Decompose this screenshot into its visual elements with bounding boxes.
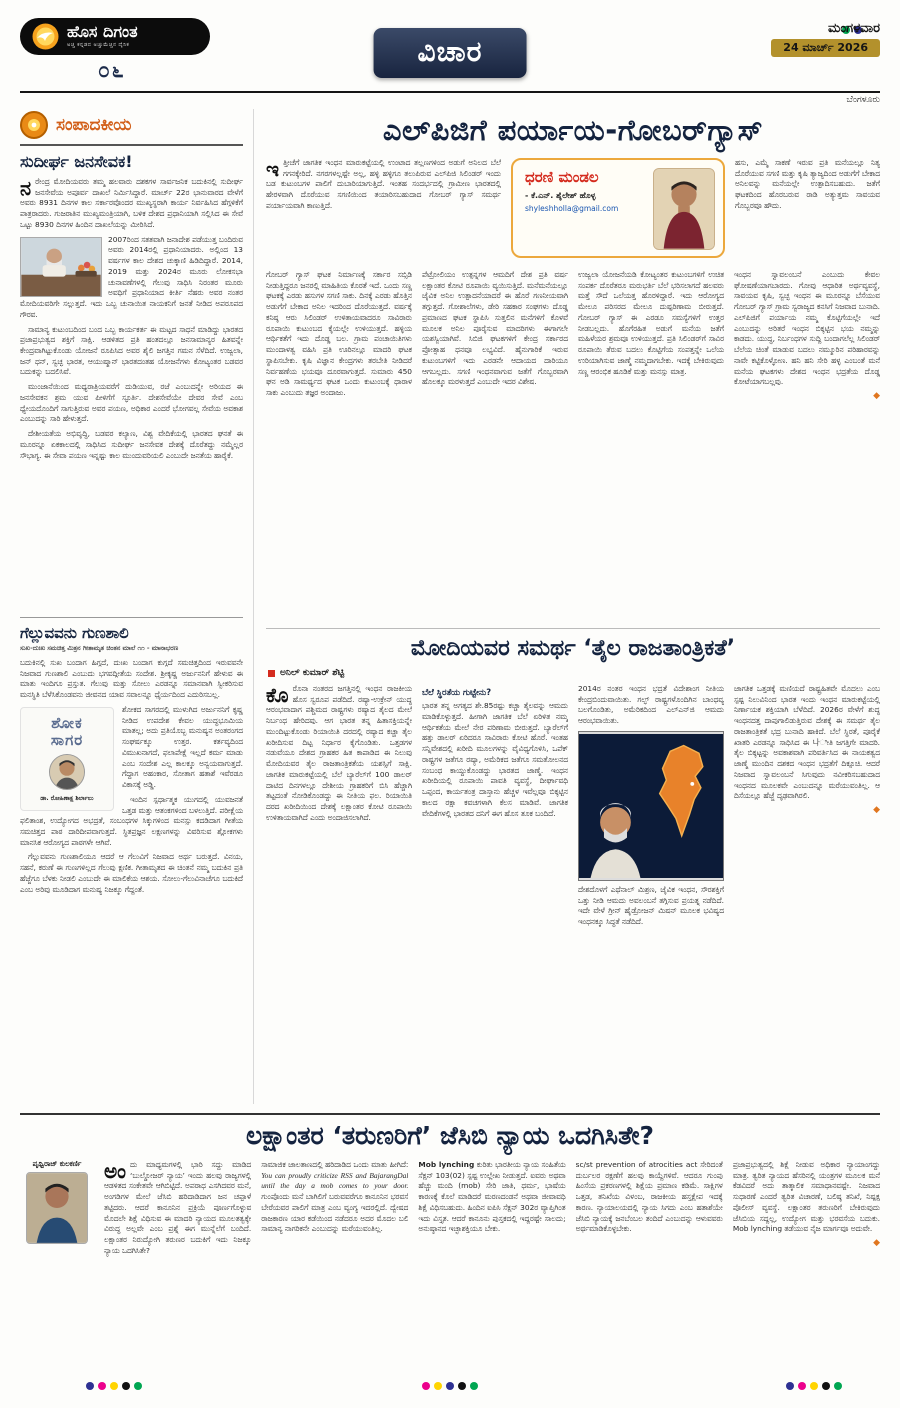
- byline-author-name: ಅನಿಲ್ ಕುಮಾರ್ ಶೆಟ್ಟಿ: [280, 668, 345, 678]
- column-divider: [20, 617, 243, 618]
- article-end-mark: ◆: [873, 391, 880, 402]
- article-column: ಉಜ್ವಲಾ ಯೋಜನೆಯಡಿ ಕೋಟ್ಯಂತರ ಕುಟುಂಬಗಳಿಗೆ ಉಚಿತ ಸಂಪರ್ಕ ದೊರೆತರೂ ಮರುಭರ್ತಿ ಬೆಲೆ ಭರಿಸಲಾಗದೆ ಹಲವರು ಮತ್ತೆ ಸೌದೆ ಒಲೆಯತ್ತ ಹೊರಳಿದ್ದಾರೆ. ಇದು ಆರೋಗ್ಯದ ಮೇಲೂ ಪರಿಸರದ ಮೇಲೂ ದುಷ್ಪರಿಣಾಮ ಬೀರುತ್ತದೆ. ಗೋಬರ್ ಗ್ಯಾಸ್ ಈ ಎರಡೂ ಸಮಸ್ಯೆಗಳಿಗೆ ಉತ್ತರ ನೀಡಬಲ್ಲದು. ಹೊಗೆರಹಿತ ಅಡುಗೆ ಮನೆಯ ಜತೆಗೆ ಮಹಿಳೆಯರ ಶ್ರಮವೂ ಉಳಿಯುತ್ತದೆ. ಪ್ರತಿ ಸಿಲಿಂಡರ್‌ಗೆ ಸಾವಿರ ರೂಪಾಯಿ ತೆರುವ ಬದಲು ಕೊಟ್ಟಿಗೆಯ ಸಂಪತ್ತನ್ನೇ ಒಲೆಯ ಉರಿಯಾಗಿಸುವ ಜಾಣ್ಮೆ ನಮ್ಮದಾಗಬೇಕು. ಇದಕ್ಕೆ ಬೇಕಿರುವುದು ಸಣ್ಣ ಆರಂಭಿಕ ಹೂಡಿಕೆ ಮತ್ತು ಮನಸ್ಸು ಮಾತ್ರ.: [578, 270, 724, 376]
- editorial-section-header: [20, 109, 243, 146]
- shoka-sagara-title: ಶೋಕ ಸಾಗರ: [50, 713, 84, 749]
- columnist-name: ಡಾ. ರೋಹಿಣಾಕ್ಷ ಶಿರ್ಲಾಲು: [40, 794, 94, 802]
- registration-marks-bottom-right: [786, 1382, 842, 1390]
- article-column: ಅಂದು ಮಾಧ್ಯಮಗಳಲ್ಲಿ ಭಾರಿ ಸದ್ದು ಮಾಡಿದ ‘ಬುಲ್ಡೋಜರ್ ನ್ಯಾಯ’ ಇಂದು ಹಲವು ರಾಜ್ಯಗಳಲ್ಲಿ ಆಡಳಿತದ ಸಂಕೇತವೇ ಆಗಿಬಿಟ್ಟಿದೆ. ಅಪರಾಧ ಎಸಗಿದವರ ಮನೆ, ಅಂಗಡಿಗಳ ಮೇಲೆ ಜೆಸಿಬಿ ಹರಿದಾಡಿದಾಗ ಜನ ಚಪ್ಪಾಳೆ ತಟ್ಟಿದರು. ಆದರೆ ಕಾನೂನಿನ ಪ್ರಕ್ರಿಯೆ ಪೂರ್ಣಗೊಳ್ಳುವ ಮೊದಲೇ ಶಿಕ್ಷೆ ವಿಧಿಸುವ ಈ ಮಾದರಿ ನ್ಯಾಯದ ಮೂಲತತ್ವಕ್ಕೇ ವಿರುದ್ಧ ಅಲ್ಲವೇ ಎಂಬ ಪ್ರಶ್ನೆ ಈಗ ಮುನ್ನೆಲೆಗೆ ಬಂದಿದೆ. ಲಕ್ಷಾಂತರ ನಿರುದ್ಯೋಗಿ ತರುಣರ ಬದುಕಿಗೆ ಇದು ನಿಜಕ್ಕೂ ನ್ಯಾಯ ಒದಗಿಸಿತೇ?: [104, 1160, 252, 1255]
- drop-cap: ನ: [20, 177, 32, 200]
- edition-city: ಬೆಂಗಳೂರು: [846, 95, 880, 105]
- jcb-article-headline: ಲಕ್ಷಾಂತರ ‘ತರುಣರಿಗೆ’ ಜೆಸಿಬಿ ನ್ಯಾಯ ಒದಗಿಸಿತೇ?: [245, 1121, 655, 1150]
- editorial-section-label: ಸಂಪಾದಕೀಯ: [56, 115, 132, 135]
- jcb-article-columns: [104, 1160, 880, 1365]
- body-paragraph: ಸಾಮಾನ್ಯ ಕುಟುಂಬದಿಂದ ಬಂದ ಒಬ್ಬ ಕಾರ್ಯಕರ್ತ ಈ ಮಟ್ಟದ ಸಾಧನೆ ಮಾಡಿದ್ದು ಭಾರತದ ಪ್ರಜಾಪ್ರಭುತ್ವದ ಶಕ್ತಿಗೆ ಸಾಕ್ಷಿ. ಆಡಳಿತದ ಪ್ರತಿ ಹಂತದಲ್ಲೂ ಜನಸಾಮಾನ್ಯರ ಹಿತವನ್ನೇ ಕೇಂದ್ರವಾಗಿಟ್ಟುಕೊಂಡು ಯೋಜನೆ ರೂಪಿಸಿದ ಅವರ ಶೈಲಿ ಜಗತ್ತಿನ ಗಮನ ಸೆಳೆದಿದೆ. ಉಜ್ವಲಾ, ಜನ್ ಧನ್, ಸ್ವಚ್ಛ ಭಾರತ, ಆಯುಷ್ಮಾನ್ ಭಾರತದಂತಹ ಯೋಜನೆಗಳು ಕೋಟ್ಯಂತರ ಬಡವರ ಬದುಕನ್ನು ಬದಲಿಸಿವೆ.: [20, 324, 243, 377]
- page-title: ವಿಚಾರ: [374, 28, 527, 78]
- body-paragraph: ಶೋಕದ ಸಾಗರದಲ್ಲಿ ಮುಳುಗಿದ ಅರ್ಜುನನಿಗೆ ಕೃಷ್ಣ ನೀಡಿದ ಉಪದೇಶ ಕೇವಲ ಯುದ್ಧಭೂಮಿಯ ಮಾತಲ್ಲ; ಅದು ಪ್ರತಿಯೊಬ್ಬ ಮನುಷ್ಯನ ಅಂತರಂಗದ ಸಂಘರ್ಷಕ್ಕೂ ಉತ್ತರ. ಕರ್ತವ್ಯದಿಂದ ವಿಮುಖನಾಗದೆ, ಫಲಾಪೇಕ್ಷೆ ಇಲ್ಲದೆ ಕರ್ಮ ಮಾಡು ಎಂಬ ಸಂದೇಶ ಎಲ್ಲ ಕಾಲಕ್ಕೂ ಅನ್ವಯವಾಗುತ್ತದೆ. ಗೆದ್ದಾಗ ಅಹಂಕಾರ, ಸೋತಾಗ ಹತಾಶೆ ಇವೆರಡೂ ವಿಕಾಸಕ್ಕೆ ಅಡ್ಡಿ.: [122, 704, 243, 790]
- byline-marker-icon: [268, 670, 275, 677]
- column-series-title: ಧರಣಿ ಮಂಡಲ: [525, 168, 599, 186]
- jcb-article-content: [20, 1160, 880, 1365]
- body-paragraph: 2007ರಿಂದ ಸತತವಾಗಿ ಜನಾದೇಶ ಪಡೆಯುತ್ತ ಬಂದಿರುವ ಅವರು 2014ರಲ್ಲಿ ಪ್ರಧಾನಿಯಾದರು. ಅಲ್ಲಿಂದ 13 ವರ್ಷಗಳ ಕಾಲ ದೇಶದ ಚುಕ್ಕಾಣಿ ಹಿಡಿದಿದ್ದಾರೆ. 2014, 2019 ಮತ್ತು 2024ರ ಮೂರು ಲೋಕಸಭಾ ಚುನಾವಣೆಗಳಲ್ಲಿ ಗೆಲುವು ಸಾಧಿಸಿ ನಿರಂತರ ಮೂರು ಅವಧಿಗೆ ಪ್ರಧಾನಿಯಾದ ಕೀರ್ತಿ ನೆಹರು ಅವರ ನಂತರ ಮೋದಿಯವರಿಗೇ ಸಲ್ಲುತ್ತದೆ. ಇದು ಒಬ್ಬ ಚುನಾಯಿತ ನಾಯಕನಿಗೆ ಜನತೆ ನೀಡಿದ ಅಪರೂಪದ ಗೌರವ.: [20, 234, 243, 319]
- gita-column-body: [20, 658, 243, 1104]
- registration-marks-bottom-left: [86, 1382, 142, 1390]
- gita-column-headline: ಗೆಲ್ಲುವವನು ಗುಣಶಾಲಿ: [20, 624, 129, 642]
- editorial-body: [20, 177, 243, 609]
- weekday-label: ಮಂಗಳವಾರ: [827, 21, 880, 36]
- article-column: Mob lynching ಕುರಿತು ಭಾರತೀಯ ನ್ಯಾಯ ಸಂಹಿತೆಯ ಸೆಕ್ಷನ್ 103(02) ಸ್ಪಷ್ಟ ಉಲ್ಲೇಖ ನೀಡುತ್ತದೆ. ಐವರು ಅಥವಾ ಹೆಚ್ಚು ಮಂದಿ (mob) ಸೇರಿ ಜಾತಿ, ಧರ್ಮ, ಭಾಷೆಯ ಕಾರಣಕ್ಕೆ ಕೊಲೆ ಮಾಡಿದರೆ ಮರಣದಂಡನೆ ಅಥವಾ ಜೀವಾವಧಿ ಶಿಕ್ಷೆ ವಿಧಿಸಬಹುದು. ಹಿಂದಿನ ಐಪಿಸಿ ಸೆಕ್ಷನ್ 302ರ ವ್ಯಾಪ್ತಿಗಿಂತ ಇದು ವಿಸ್ತೃತ. ಆದರೆ ಕಾನೂನು ಪುಸ್ತಕದಲ್ಲಿ ಇದ್ದರಷ್ಟೇ ಸಾಲದು; ಅನುಷ್ಠಾನದ ಇಚ್ಛಾಶಕ್ತಿಯೂ ಬೇಕು.: [418, 1160, 566, 1234]
- article-column: ಸಾಮಾಜಿಕ ಜಾಲತಾಣದಲ್ಲಿ ಹರಿದಾಡಿದ ಒಂದು ಮಾತು ಹೀಗಿದೆ: You can proudly criticize RSS and BajarangDal until the day a mob comes to your door. ಗುಂಪೊಂದು ಮನೆ ಬಾಗಿಲಿಗೆ ಬರುವವರೆಗೂ ಕಾನೂನಿನ ಭರವಸೆ ಬೇರೆಯವರ ಪಾಲಿಗೆ ಮಾತ್ರ ಎಂಬ ವ್ಯಂಗ್ಯ ಇದರಲ್ಲಿದೆ. ದ್ವೇಷದ ರಾಜಕಾರಣ ಯಾರ ಕಡೆಯಿಂದ ನಡೆದರೂ ಅದರ ಮೊದಲ ಬಲಿ ಸಾಮಾನ್ಯ ನಾಗರಿಕನೇ ಎಂಬುದನ್ನು ಮರೆಯುವಂತಿಲ್ಲ.: [261, 1160, 409, 1234]
- article-subhead: ಬೆಲೆ ಸ್ಥಿರತೆಯ ಗುಟ್ಟೇನು?: [422, 687, 492, 697]
- jcb-author-block: [20, 1160, 94, 1365]
- article-column: ಗೋಬರ್ ಗ್ಯಾಸ್ ಘಟಕ ನಿರ್ಮಾಣಕ್ಕೆ ಸರ್ಕಾರ ಸಬ್ಸಿಡಿ ನೀಡುತ್ತಿದ್ದರೂ ಜನರಲ್ಲಿ ಮಾಹಿತಿಯ ಕೊರತೆ ಇದೆ. ಒಂದು ಸಣ್ಣ ಘಟಕಕ್ಕೆ ಎರಡು ಹಸುಗಳ ಸಗಣಿ ಸಾಕು. ದಿನಕ್ಕೆ ಎರಡು ಹೊತ್ತಿನ ಅಡುಗೆಗೆ ಬೇಕಾದ ಅನಿಲ ಇದರಿಂದ ದೊರೆಯುತ್ತದೆ. ವರ್ಷಕ್ಕೆ ಕನಿಷ್ಠ ಆರು ಸಿಲಿಂಡರ್ ಉಳಿತಾಯವಾದರೂ ಸಾವಿರಾರು ರೂಪಾಯಿ ಕುಟುಂಬದ ಕೈಯಲ್ಲೇ ಉಳಿಯುತ್ತದೆ. ಹಳ್ಳಿಯ ಆರ್ಥಿಕತೆಗೆ ಇದು ದೊಡ್ಡ ಬಲ. ಗ್ರಾಮ ಪಂಚಾಯಿತಿಗಳು ಮುಂದಾಳತ್ವ ವಹಿಸಿ ಪ್ರತಿ ಊರಿನಲ್ಲೂ ಮಾದರಿ ಘಟಕ ಸ್ಥಾಪಿಸಬೇಕು. ಕೃಷಿ ವಿಜ್ಞಾನ ಕೇಂದ್ರಗಳು ತರಬೇತಿ ನೀಡಿದರೆ ನಿರ್ವಹಣೆಯ ಭಯವೂ ದೂರವಾಗುತ್ತದೆ. ಸುಮಾರು 450 ಘನ ಅಡಿ ಸಾಮರ್ಥ್ಯದ ಘಟಕ ಒಂದು ಕುಟುಂಬಕ್ಕೆ ಧಾರಾಳ ಸಾಕು ಎಂಬುದು ತಜ್ಞರ ಅಂದಾಜು.: [266, 270, 412, 398]
- author-email-link[interactable]: shyleshholla@gmail.com: [525, 204, 619, 213]
- lead-article-intro-right: ಹಸು, ಎಮ್ಮೆ ಸಾಕಣೆ ಇರುವ ಪ್ರತಿ ಮನೆಯಲ್ಲೂ ನಿತ್ಯ ದೊರೆಯುವ ಸಗಣಿ ಮತ್ತು ಕೃಷಿ ತ್ಯಾಜ್ಯದಿಂದ ಅಡುಗೆಗೆ ಬೇಕಾದ ಅನಿಲವನ್ನು ಮನೆಯಲ್ಲೇ ಉತ್ಪಾದಿಸಬಹುದು. ಜತೆಗೆ ಘಟಕದಿಂದ ಹೊರಬರುವ ರಾಡಿ ಅತ್ಯುತ್ತಮ ಸಾವಯವ ಗೊಬ್ಬರವೂ ಹೌದು.: [735, 158, 880, 210]
- lead-article-top: [266, 158, 880, 262]
- article-column: 2014ರ ನಂತರ ಇಂಧನ ಭದ್ರತೆ ವಿದೇಶಾಂಗ ನೀತಿಯ ಕೇಂದ್ರಬಿಂದುವಾಯಿತು. ಗಲ್ಫ್ ರಾಷ್ಟ್ರಗಳೊಂದಿಗಿನ ಬಾಂಧವ್ಯ ಬಲಗೊಂಡಿತು, ಅಮೆರಿಕದಿಂದ ಎಲ್‌ಎನ್‌ಜಿ ಆಮದು ಆರಂಭವಾಯಿತು. ದೇಶದೊಳಗೆ ಎಥೆನಾಲ್ ಮಿಶ್ರಣ, ಜೈವಿಕ ಇಂಧನ, ಸೌರಶಕ್ತಿಗೆ ಒತ್ತು ನೀಡಿ ಆಮದು ಅವಲಂಬನೆ ತಗ್ಗಿಸುವ ಪ್ರಯತ್ನ ನಡೆದಿದೆ. ಇದೇ ವೇಳೆ ಗ್ರೀನ್ ಹೈಡ್ರೋಜನ್ ಮಿಷನ್ ಮೂಲಕ ಭವಿಷ್ಯದ ಇಂಧನಕ್ಕೂ ಸಿದ್ಧತೆ ನಡೆದಿದೆ.: [578, 684, 724, 927]
- article-column: sc/st prevention of atrocities act ಸೇರಿದಂತೆ ದುರ್ಬಲರ ರಕ್ಷಣೆಗೆ ಹಲವು ಕಾಯ್ದೆಗಳಿವೆ. ಆದರೂ ಗುಂಪು ಹಿಂಸೆಯ ಪ್ರಕರಣಗಳಲ್ಲಿ ಶಿಕ್ಷೆಯ ಪ್ರಮಾಣ ಕಡಿಮೆ. ಸಾಕ್ಷಿಗಳ ಒತ್ತಡ, ತನಿಖೆಯ ವಿಳಂಬ, ರಾಜಕೀಯ ಹಸ್ತಕ್ಷೇಪ ಇದಕ್ಕೆ ಕಾರಣ. ನ್ಯಾಯಾಲಯದಲ್ಲಿ ನ್ಯಾಯ ಸಿಗದು ಎಂಬ ಹತಾಶೆಯೇ ಜೆಸಿಬಿ ನ್ಯಾಯಕ್ಕೆ ಜನಬೆಂಬಲ ತಂದಿದೆ ಎಂಬುದನ್ನು ಆಳುವವರು ಅರ್ಥಮಾಡಿಕೊಳ್ಳಬೇಕು.: [575, 1160, 723, 1234]
- registration-marks-bottom-center: [422, 1382, 478, 1390]
- lead-article-intro-left: ಇತ್ತೀಚೆಗೆ ಜಾಗತಿಕ ಇಂಧನ ಮಾರುಕಟ್ಟೆಯಲ್ಲಿ ಉಂಟಾದ ತಲ್ಲಣಗಳಿಂದ ಅಡುಗೆ ಅನಿಲದ ಬೆಲೆ ಗಗನಕ್ಕೇರಿದೆ. ನಗರಗಳಲ್ಲಷ್ಟೇ ಅಲ್ಲ, ಹಳ್ಳಿ ಹಳ್ಳಿಗೂ ತಲುಪಿರುವ ಎಲ್‌ಪಿಜಿ ಸಿಲಿಂಡರ್ ಇಂದು ಬಡ ಕುಟುಂಬಗಳ ಪಾಲಿಗೆ ದುಬಾರಿಯಾಗುತ್ತಿದೆ. ಇಂತಹ ಸಂದರ್ಭದಲ್ಲಿ ಗ್ರಾಮೀಣ ಭಾರತದಲ್ಲಿ ಹೇರಳವಾಗಿ ದೊರೆಯುವ ಸಗಣಿಯಿಂದ ತಯಾರಿಸಬಹುದಾದ ಗೋಬರ್ ಗ್ಯಾಸ್ ಸಮರ್ಥ ಪರ್ಯಾಯವಾಗಿ ಕಾಣುತ್ತಿದೆ.: [266, 158, 501, 210]
- edition-city-row: [20, 93, 880, 109]
- gita-column-subline: ಸುಖ-ದುಃಖ ಸಮಚಿತ್ತ ಮಿತ್ರನ ಗೀತಾಮೃತ ಚಿಂತನ ಮಾಲೆ ೧೧ - ಮಾನಾಭರಣ: [20, 644, 179, 652]
- oil-article-byline: [268, 668, 880, 678]
- body-paragraph: ದೇಶೀಯತೆಯ ಅಭಿವೃದ್ಧಿ, ಬಡವರ ಕಲ್ಯಾಣ, ವಿಶ್ವ ವೇದಿಕೆಯಲ್ಲಿ ಭಾರತದ ಘನತೆ ಈ ಮೂರನ್ನೂ ಏಕಕಾಲದಲ್ಲಿ ಸಾಧಿಸಿದ ಸುದೀರ್ಘ ಜನಸೇವಕ ದೇಶಕ್ಕೆ ದೊರೆತದ್ದು ನಮ್ಮೆಲ್ಲರ ಸೌಭಾಗ್ಯ. ಈ ಸೇವಾ ಪಯಣ ಇನ್ನಷ್ಟು ಕಾಲ ಮುಂದುವರಿಯಲಿ ಎಂಬುದೇ ಜನತೆಯ ಹಾರೈಕೆ.: [20, 429, 243, 460]
- body-paragraph: ಮುಂಜಾನೆಯಿಂದ ಮಧ್ಯರಾತ್ರಿಯವರೆಗೆ ದುಡಿಯುವ, ರಜೆ ಎಂಬುದನ್ನೇ ಅರಿಯದ ಈ ಜನಸೇವಕನ ಶ್ರಮ ಯುವ ಪೀಳಿಗೆಗೆ ಸ್ಫೂರ್ತಿ. ದೇಶಸೇವೆಯೇ ದೇವರ ಸೇವೆ ಎಂಬ ಧ್ಯೇಯದೊಂದಿಗೆ ಸಾಗುತ್ತಿರುವ ಅವರ ಪಯಣ, ಅಧಿಕಾರ ಎಂದರೆ ಭೋಗವಲ್ಲ ಸೇವೆಯ ಅವಕಾಶ ಎಂಬುದನ್ನು ಸಾರಿ ಹೇಳುತ್ತದೆ.: [20, 382, 243, 424]
- editorial-column: [20, 109, 254, 1104]
- body-paragraph: ನರೇಂದ್ರ ಮೋದಿಯವರು ತಮ್ಮ ಹಲವಾರು ದಶಕಗಳ ಸಾರ್ವಜನಿಕ ಬದುಕಿನಲ್ಲಿ ಸುದೀರ್ಘ ಜನಸೇವೆಯ ಅಪೂರ್ವ ದಾಖಲೆ ನಿರ್ಮಿಸಿದ್ದಾರೆ. ಮಾರ್ಚ್ 22ರ ಭಾನುವಾರದ ವೇಳೆಗೆ ಅವರು 8931 ದಿನಗಳ ಕಾಲ ಸರ್ಕಾರವೊಂದರ ಮುಖ್ಯಸ್ಥರಾಗಿ ಕಾರ್ಯ ನಿರ್ವಹಿಸಿದ ಹೆಗ್ಗಳಿಕೆಗೆ ಪಾತ್ರರಾದರು. ಗುಜರಾತಿನ ಮುಖ್ಯಮಂತ್ರಿಯಾಗಿ, ಬಳಿಕ ದೇಶದ ಪ್ರಧಾನಿಯಾಗಿ ಸಲ್ಲಿಸಿದ ಈ ಸೇವೆ ಒಟ್ಟು 8930 ದಿನಗಳ ಹಿಂದಿನ ದಾಖಲೆಯನ್ನು ಮೀರಿಸಿದೆ.: [20, 177, 243, 229]
- article-column: ಪ್ರಜಾಪ್ರಭುತ್ವದಲ್ಲಿ ಶಿಕ್ಷೆ ನೀಡುವ ಅಧಿಕಾರ ನ್ಯಾಯಾಂಗದ್ದು ಮಾತ್ರ. ತ್ವರಿತ ನ್ಯಾಯದ ಹೆಸರಿನಲ್ಲಿ ಯಂತ್ರಗಳ ಮೂಲಕ ಮನೆ ಕೆಡವಿದರೆ ಅದು ತಾತ್ಕಾಲಿಕ ಸಮಾಧಾನವಷ್ಟೇ. ನಿಜವಾದ ಸುಧಾರಣೆ ಎಂದರೆ ತ್ವರಿತ ವಿಚಾರಣೆ, ಬಲಿಷ್ಠ ತನಿಖೆ, ನಿಷ್ಪಕ್ಷ ಪೊಲೀಸ್ ವ್ಯವಸ್ಥೆ. ಲಕ್ಷಾಂತರ ತರುಣರಿಗೆ ಬೇಕಿರುವುದು ಜೆಸಿಬಿಯ ಸದ್ದಲ್ಲ, ಉದ್ಯೋಗ ಮತ್ತು ಭರವಸೆಯ ಬದುಕು. Mob lynching ತಡೆಯುವ ನೈಜ ಮಾರ್ಗವೂ ಅದುವೇ. ◆: [732, 1160, 881, 1249]
- newspaper-logo: [20, 18, 210, 55]
- drop-cap: ಇ: [266, 158, 279, 181]
- jcb-article: [20, 1121, 880, 1365]
- body-paragraph: ಗೆಲ್ಲುವವನು ಗುಣಶಾಲಿಯೂ ಆದರೆ ಆ ಗೆಲುವಿಗೆ ನಿಜವಾದ ಅರ್ಥ ಬರುತ್ತದೆ. ವಿನಯ, ಸಹನೆ, ಕರುಣೆ ಈ ಗುಣಗಳಿಲ್ಲದ ಗೆಲುವು ಕ್ಷಣಿಕ. ಗೀತಾಮೃತದ ಈ ಚಿಂತನೆ ನಮ್ಮ ಬದುಕಿನ ಪ್ರತಿ ಹೆಜ್ಜೆಗೂ ಬೆಳಕು ನೀಡಲಿ ಎಂಬುದೇ ಈ ಮಾಲಿಕೆಯ ಆಶಯ. ಸೋಲು-ಗೆಲುವಿನಾಚೆಗೂ ಬದುಕಿದೆ ಎಂಬ ಅರಿವು ಮೂಡಿದಾಗ ಮನುಷ್ಯ ನಿಜಕ್ಕೂ ಗೆದ್ದಂತೆ.: [20, 852, 243, 894]
- body-paragraph: ಇಂದಿನ ಸ್ಪರ್ಧಾತ್ಮಕ ಯುಗದಲ್ಲಿ ಯುವಜನತೆ ಒತ್ತಡ ಮತ್ತು ಆತಂಕಗಳಿಂದ ಬಳಲುತ್ತಿದೆ. ಪರೀಕ್ಷೆಯ ಫಲಿತಾಂಶ, ಉದ್ಯೋಗದ ಅಭದ್ರತೆ, ಸಂಬಂಧಗಳ ಸಿಕ್ಕುಗಳಿಂದ ಮನಸ್ಸು ಕದಡಿದಾಗ ಗೀತೆಯ ಸಮಚಿತ್ತದ ಪಾಠ ದಾರಿದೀಪವಾಗುತ್ತದೆ. ಸ್ಥಿತಪ್ರಜ್ಞನ ಲಕ್ಷಣಗಳನ್ನು ವಿವರಿಸುವ ಶ್ಲೋಕಗಳು ಮಾನಸಿಕ ಆರೋಗ್ಯದ ಪಾಠಗಳೇ ಆಗಿವೆ.: [20, 794, 243, 847]
- newspaper-title: ಹೊಸ ದಿಗಂತ: [67, 22, 138, 42]
- article-end-mark: ◆: [873, 1238, 881, 1249]
- author-card: [511, 158, 725, 258]
- article-end-mark: ◆: [873, 805, 880, 816]
- masthead: [20, 18, 880, 93]
- masthead-right: [771, 18, 880, 57]
- pm-at-desk-photo: [20, 237, 102, 297]
- newspaper-tagline: ಅಚ್ಚ ಕನ್ನಡದ ಅಚ್ಚುಮೆಚ್ಚಿನ ದೈನಿಕ: [67, 42, 130, 49]
- lead-article-columns: [266, 270, 880, 618]
- oil-article-columns: [266, 684, 880, 1104]
- newspaper-page: [0, 18, 900, 1408]
- article-column: ಜಾಗತಿಕ ಒತ್ತಡಕ್ಕೆ ಮಣಿಯದೆ ರಾಷ್ಟ್ರಹಿತವೇ ಮೊದಲು ಎಂಬ ಸ್ಪಷ್ಟ ನಿಲುವಿನಿಂದ ಭಾರತ ಇಂದು ಇಂಧನ ಮಾರುಕಟ್ಟೆಯಲ್ಲಿ ನಿರ್ಣಾಯಕ ಶಕ್ತಿಯಾಗಿ ಬೆಳೆದಿದೆ. 2026ರ ವೇಳೆಗೆ ಶುದ್ಧ ಇಂಧನದತ್ತ ದಾಪುಗಾಲಿಡುತ್ತಿರುವ ದೇಶಕ್ಕೆ ಈ ಸಮರ್ಥ ತೈಲ ರಾಜತಾಂತ್ರಿಕತೆ ಭದ್ರ ಬುನಾದಿ ಹಾಕಿದೆ. ಬೆಲೆ ಸ್ಥಿರತೆ, ಪೂರೈಕೆ ಖಾತರಿ ಎರಡನ್ನೂ ಸಾಧಿಸಿದ ಈ 나ೀತಿ ಜಗತ್ತಿಗೇ ಮಾದರಿ. ತೈಲ ಬಿಕ್ಕಟ್ಟನ್ನು ಅವಕಾಶವಾಗಿ ಪರಿವರ್ತಿಸಿದ ಈ ನಾಯಕತ್ವದ ಜಾಣ್ಮೆ ಮುಂದಿನ ದಶಕದ ಇಂಧನ ಭದ್ರತೆಗೆ ದಿಕ್ಸೂಚಿ. ಆದರೆ ನಿಜವಾದ ಸ್ವಾವಲಂಬನೆ ಸಿಗುವುದು ನವೀಕರಿಸಬಹುದಾದ ಇಂಧನದ ಮೂಲಕವೇ ಎಂಬುದನ್ನೂ ಮರೆಯುವಂತಿಲ್ಲ. ಆ ದಿಸೆಯಲ್ಲೂ ಹೆಜ್ಜೆ ದೃಢವಾಗಿರಲಿ. ◆: [734, 684, 880, 816]
- date-label: 24 ಮಾರ್ಚ್ 2026: [771, 39, 880, 57]
- bold-lead-in: Mob lynching: [418, 1160, 475, 1169]
- article-divider: [266, 628, 880, 629]
- pm-india-map-photo: [578, 731, 724, 881]
- article-column: ಕೊರೊನಾ ನಂತರದ ಜಗತ್ತಿನಲ್ಲಿ ಇಂಧನ ರಾಜಕೀಯ ಹೊಸ ಸ್ವರೂಪ ಪಡೆದಿದೆ. ರಷ್ಯಾ-ಉಕ್ರೇನ್ ಯುದ್ಧ ಆರಂಭವಾದಾಗ ಪಶ್ಚಿಮದ ರಾಷ್ಟ್ರಗಳು ರಷ್ಯಾದ ತೈಲದ ಮೇಲೆ ನಿರ್ಬಂಧ ಹೇರಿದವು. ಆಗ ಭಾರತ ತನ್ನ ಹಿತಾಸಕ್ತಿಯನ್ನೇ ಮುಂದಿಟ್ಟುಕೊಂಡು ರಿಯಾಯಿತಿ ದರದಲ್ಲಿ ರಷ್ಯಾದ ಕಚ್ಚಾ ತೈಲ ಖರೀದಿಸುವ ದಿಟ್ಟ ನಿರ್ಧಾರ ಕೈಗೊಂಡಿತು. ಒತ್ತಡಗಳ ನಡುವೆಯೂ ದೇಶದ ಗ್ರಾಹಕರ ಹಿತ ಕಾಪಾಡಿದ ಈ ನಿಲುವು ಮೋದಿಯವರ ತೈಲ ರಾಜತಾಂತ್ರಿಕತೆಯ ಯಶಸ್ಸಿಗೆ ಸಾಕ್ಷಿ. ಜಾಗತಿಕ ಮಾರುಕಟ್ಟೆಯಲ್ಲಿ ಬೆಲೆ ಬ್ಯಾರೆಲ್‌ಗೆ 100 ಡಾಲರ್ ದಾಟಿದ ದಿನಗಳಲ್ಲೂ ದೇಶೀಯ ಗ್ರಾಹಕರಿಗೆ ಬಿಸಿ ಹೆಚ್ಚಾಗಿ ತಟ್ಟದಂತೆ ನೋಡಿಕೊಂಡದ್ದು ಈ ನೀತಿಯ ಫಲ. ರಿಯಾಯಿತಿ ದರದ ಖರೀದಿಯಿಂದ ದೇಶಕ್ಕೆ ಲಕ್ಷಾಂತರ ಕೋಟಿ ರೂಪಾಯಿ ಉಳಿತಾಯವಾಗಿದೆ ಎಂದು ಅಂದಾಜಿಸಲಾಗಿದೆ.: [266, 684, 412, 822]
- masthead-left: [20, 18, 270, 83]
- english-quote: You can proudly criticize RSS and BajarangDal until the day a mob comes to your door.: [261, 1170, 409, 1191]
- section-divider: [20, 1113, 880, 1115]
- page-number: ೦೬: [98, 58, 126, 82]
- editorial-headline: ಸುದೀರ್ಘ ಜನಸೇವಕ!: [20, 152, 133, 171]
- page-content: [20, 109, 880, 1104]
- author-name: - ಕೆ.ಎನ್. ಶೈಲೇಶ್ ಹೊಳ್ಳ: [525, 191, 596, 200]
- author-photo: [653, 168, 715, 250]
- editorial-badge-icon: [20, 111, 48, 139]
- lead-article-headline: ಎಲ್‌ಪಿಜಿಗೆ ಪರ್ಯಾಯ-ಗೋಬರ್‌ಗ್ಯಾಸ್: [382, 113, 764, 147]
- main-articles-area: [266, 109, 880, 1104]
- author-card-text: [525, 168, 647, 248]
- newspaper-logo-icon: [32, 23, 59, 50]
- columnist-avatar: [49, 754, 85, 790]
- article-column: ಪೆಟ್ರೋಲಿಯಂ ಉತ್ಪನ್ನಗಳ ಆಮದಿಗೆ ದೇಶ ಪ್ರತಿ ವರ್ಷ ಲಕ್ಷಾಂತರ ಕೋಟಿ ರೂಪಾಯಿ ವ್ಯಯಿಸುತ್ತಿದೆ. ಮನೆಮನೆಯಲ್ಲೂ ಜೈವಿಕ ಅನಿಲ ಉತ್ಪಾದನೆಯಾದರೆ ಈ ಹೊರೆ ಗಣನೀಯವಾಗಿ ತಗ್ಗುತ್ತದೆ. ಗೋಶಾಲೆಗಳು, ಡೇರಿ ಸಹಕಾರ ಸಂಘಗಳು ದೊಡ್ಡ ಪ್ರಮಾಣದ ಘಟಕ ಸ್ಥಾಪಿಸಿ ಸುತ್ತಲಿನ ಮನೆಗಳಿಗೆ ಕೊಳವೆ ಮೂಲಕ ಅನಿಲ ಪೂರೈಸುವ ಮಾದರಿಗಳು ಈಗಾಗಲೇ ಯಶಸ್ವಿಯಾಗಿವೆ. ಸಿಬಿಜಿ ಘಟಕಗಳಿಗೆ ಕೇಂದ್ರ ಸರ್ಕಾರದ ಪ್ರೋತ್ಸಾಹ ಧನವೂ ಲಭ್ಯವಿದೆ. ಹೈನುಗಾರಿಕೆ ಇರುವ ಕುಟುಂಬಗಳಿಗೆ ಇದು ಎರಡನೇ ಆದಾಯದ ದಾರಿಯೂ ಆಗಬಲ್ಲದು. ಸಗಣಿ ಇಂಧನವಾಗುವ ಜತೆಗೆ ಗೊಬ್ಬರವಾಗಿ ಹೊಲಕ್ಕೂ ಮರಳುತ್ತದೆ ಎಂಬುದೇ ಇದರ ವಿಶೇಷ.: [422, 270, 568, 387]
- body-paragraph: ಬದುಕಿನಲ್ಲಿ ಸುಖ ಬಂದಾಗ ಹಿಗ್ಗದೆ, ದುಃಖ ಬಂದಾಗ ಕುಗ್ಗದೆ ಸಮಚಿತ್ತದಿಂದ ಇರುವವನೇ ನಿಜವಾದ ಗುಣಶಾಲಿ ಎಂಬುದು ಭಗವದ್ಗೀತೆಯ ಸಂದೇಶ. ಶ್ರೀಕೃಷ್ಣ ಅರ್ಜುನನಿಗೆ ಹೇಳುವ ಈ ಮಾತು ಇಂದಿಗೂ ಪ್ರಸ್ತುತ. ಗೆಲುವು ಮತ್ತು ಸೋಲು ಎರಡನ್ನೂ ಸಮಾನವಾಗಿ ಸ್ವೀಕರಿಸುವ ಮನಸ್ಥಿತಿ ಬೆಳೆಸಿಕೊಂಡವನು ಜೀವನದ ಯಾವ ಸವಾಲನ್ನೂ ಧೈರ್ಯದಿಂದ ಎದುರಿಸಬಲ್ಲ.: [20, 658, 243, 700]
- jcb-author-name: ಪೃಥ್ವಿರಾಜ್ ಕುಲಕರ್ಣಿ: [32, 1160, 82, 1168]
- article-column: ಬೆಲೆ ಸ್ಥಿರತೆಯ ಗುಟ್ಟೇನು? ಭಾರತ ತನ್ನ ಅಗತ್ಯದ ಶೇ.85ರಷ್ಟು ಕಚ್ಚಾ ತೈಲವನ್ನು ಆಮದು ಮಾಡಿಕೊಳ್ಳುತ್ತದೆ. ಹೀಗಾಗಿ ಜಾಗತಿಕ ಬೆಲೆ ಏರಿಳಿತ ನಮ್ಮ ಆರ್ಥಿಕತೆಯ ಮೇಲೆ ನೇರ ಪರಿಣಾಮ ಬೀರುತ್ತದೆ. ಬ್ಯಾರೆಲ್‌ಗೆ ಹತ್ತು ಡಾಲರ್ ಏರಿದರೂ ಸಾವಿರಾರು ಕೋಟಿ ಹೊರೆ. ಇಂತಹ ಸನ್ನಿವೇಶದಲ್ಲಿ ಖರೀದಿ ಮೂಲಗಳನ್ನು ವೈವಿಧ್ಯಗೊಳಿಸಿ, ಒಪೆಕ್ ರಾಷ್ಟ್ರಗಳ ಜತೆಗೂ ರಷ್ಯಾ, ಅಮೆರಿಕದ ಜತೆಗೂ ಸಮತೋಲನದ ಸಂಬಂಧ ಕಾಯ್ದುಕೊಂಡದ್ದು ಭಾರತದ ಜಾಣ್ಮೆ. ಇಂಧನ ಖರೀದಿಯಲ್ಲಿ ರೂಪಾಯಿ ಪಾವತಿ ವ್ಯವಸ್ಥೆ, ದೀರ್ಘಾವಧಿ ಒಪ್ಪಂದ, ಕಾರ್ಯತಂತ್ರ ದಾಸ್ತಾನು ಹೆಚ್ಚಳ ಇವೆಲ್ಲವೂ ಬಿಕ್ಕಟ್ಟಿನ ಕಾಲದ ರಕ್ಷಾ ಕವಚಗಳಾಗಿ ಕೆಲಸ ಮಾಡಿವೆ. ಜಾಗತಿಕ ವೇದಿಕೆಗಳಲ್ಲಿ ಭಾರತದ ದನಿಗೆ ಈಗ ಹೊಸ ತೂಕ ಬಂದಿದೆ.: [422, 687, 568, 818]
- drop-cap: ಅಂ: [104, 1160, 127, 1183]
- jcb-author-photo: [26, 1172, 88, 1244]
- shoka-sagara-box: [20, 707, 114, 811]
- article-column: ಇಂಧನ ಸ್ವಾವಲಂಬನೆ ಎಂಬುದು ಕೇವಲ ಘೋಷಣೆಯಾಗಬಾರದು. ಗೋವು ಆಧಾರಿತ ಅರ್ಥವ್ಯವಸ್ಥೆ, ಸಾವಯವ ಕೃಷಿ, ಸ್ವಚ್ಛ ಇಂಧನ ಈ ಮೂರನ್ನೂ ಬೆಸೆಯುವ ಗೋಬರ್ ಗ್ಯಾಸ್ ಗ್ರಾಮ ಸ್ವರಾಜ್ಯದ ಕನಸಿಗೆ ನಿಜವಾದ ಬುನಾದಿ. ಎಲ್‌ಪಿಜಿಗೆ ಪರ್ಯಾಯ ನಮ್ಮ ಕೊಟ್ಟಿಗೆಯಲ್ಲೇ ಇದೆ ಎಂಬುದನ್ನು ಅರಿತರೆ ಇಂಧನ ಬಿಕ್ಕಟ್ಟಿನ ಭಯ ನಮ್ಮನ್ನು ಕಾಡದು. ಯುದ್ಧ, ನಿರ್ಬಂಧಗಳ ಸುದ್ದಿ ಬಂದಾಗಲೆಲ್ಲ ಸಿಲಿಂಡರ್ ಬೆಲೆಯ ಚಿಂತೆ ಮಾಡುವ ಬದಲು ನಮ್ಮೂರಿನ ಪರಿಹಾರವನ್ನು ನಾವೇ ಕಟ್ಟಿಕೊಳ್ಳೋಣ. ಹನಿ ಹನಿ ಸೇರಿ ಹಳ್ಳ ಎಂಬಂತೆ ಮನೆ ಮನೆಯ ಘಟಕಗಳು ದೇಶದ ಇಂಧನ ಭದ್ರತೆಯ ದೊಡ್ಡ ಕೋಟೆಯಾಗಬಲ್ಲವು. ◆: [734, 270, 880, 402]
- drop-cap: ಕೊ: [266, 684, 289, 707]
- oil-article-headline: ಮೋದಿಯವರ ಸಮರ್ಥ ‘ತೈಲ ರಾಜತಾಂತ್ರಿಕತೆ’: [410, 636, 736, 661]
